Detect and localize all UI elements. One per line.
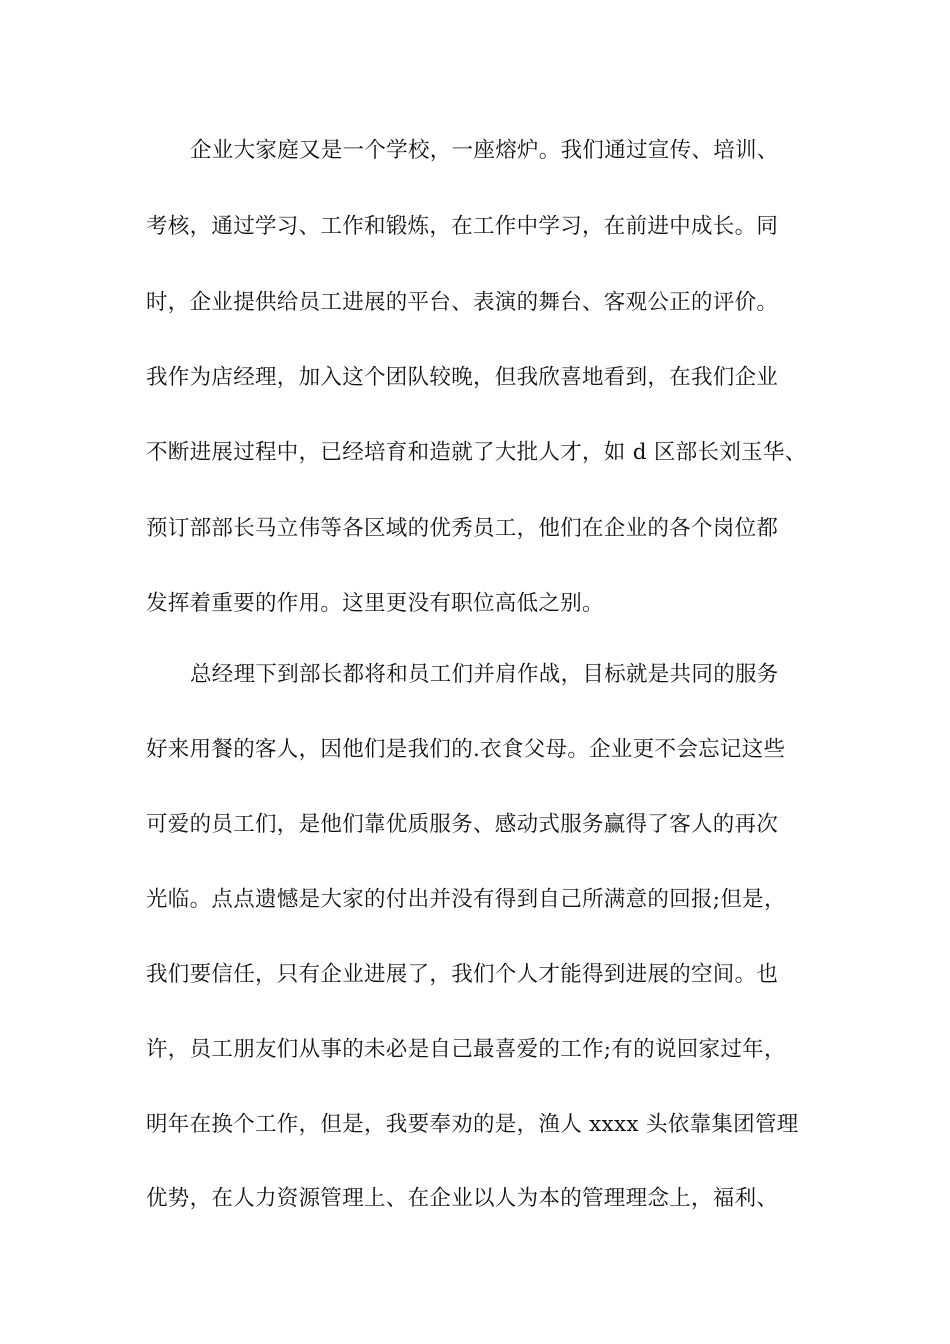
paragraph-2-line-3: 可爱的员工们，是他们靠优质服务、感动式服务赢得了客人的再次 [146, 812, 779, 837]
paragraph-1-line-3: 时，企业提供给员工进展的平台、表演的舞台、客观公正的评价。 [146, 290, 779, 315]
paragraph-1-line-5: 不断进展过程中，已经培育和造就了大批人才，如 d 区部长刘玉华、 [146, 440, 807, 465]
paragraph-2-line-7: 明年在换个工作，但是，我要奉劝的是，渔人 xxxx 头依靠集团管理 [146, 1112, 799, 1137]
paragraph-1-line-2: 考核，通过学习、工作和锻炼，在工作中学习，在前进中成长。同 [146, 214, 779, 239]
paragraph-1-line-6: 预订部部长马立伟等各区域的优秀员工，他们在企业的各个岗位都 [146, 516, 779, 541]
paragraph-1-line-1: 企业大家庭又是一个学校，一座熔炉。我们通过宣传、培训、 [190, 138, 779, 163]
paragraph-2-line-2: 好来用餐的客人，因他们是我们的.衣食父母。企业更不会忘记这些 [146, 737, 786, 762]
paragraph-2-line-5: 我们要信任，只有企业进展了，我们个人才能得到进展的空间。也 [146, 962, 779, 987]
paragraph-2-line-6: 许，员工朋友们从事的未必是自己最喜爱的工作;有的说回家过年， [146, 1037, 786, 1062]
paragraph-2-line-4: 光临。点点遗憾是大家的付出并没有得到自己所满意的回报;但是， [146, 887, 786, 912]
paragraph-2-line-1: 总经理下到部长都将和员工们并肩作战，目标就是共同的服务 [190, 662, 779, 687]
paragraph-2-line-8: 优势，在人力资源管理上、在企业以人为本的管理理念上，福利、 [146, 1186, 779, 1211]
paragraph-1-line-7: 发挥着重要的作用。这里更没有职位高低之别。 [146, 591, 604, 616]
paragraph-1-line-4: 我作为店经理，加入这个团队较晚，但我欣喜地看到，在我们企业 [146, 365, 779, 390]
